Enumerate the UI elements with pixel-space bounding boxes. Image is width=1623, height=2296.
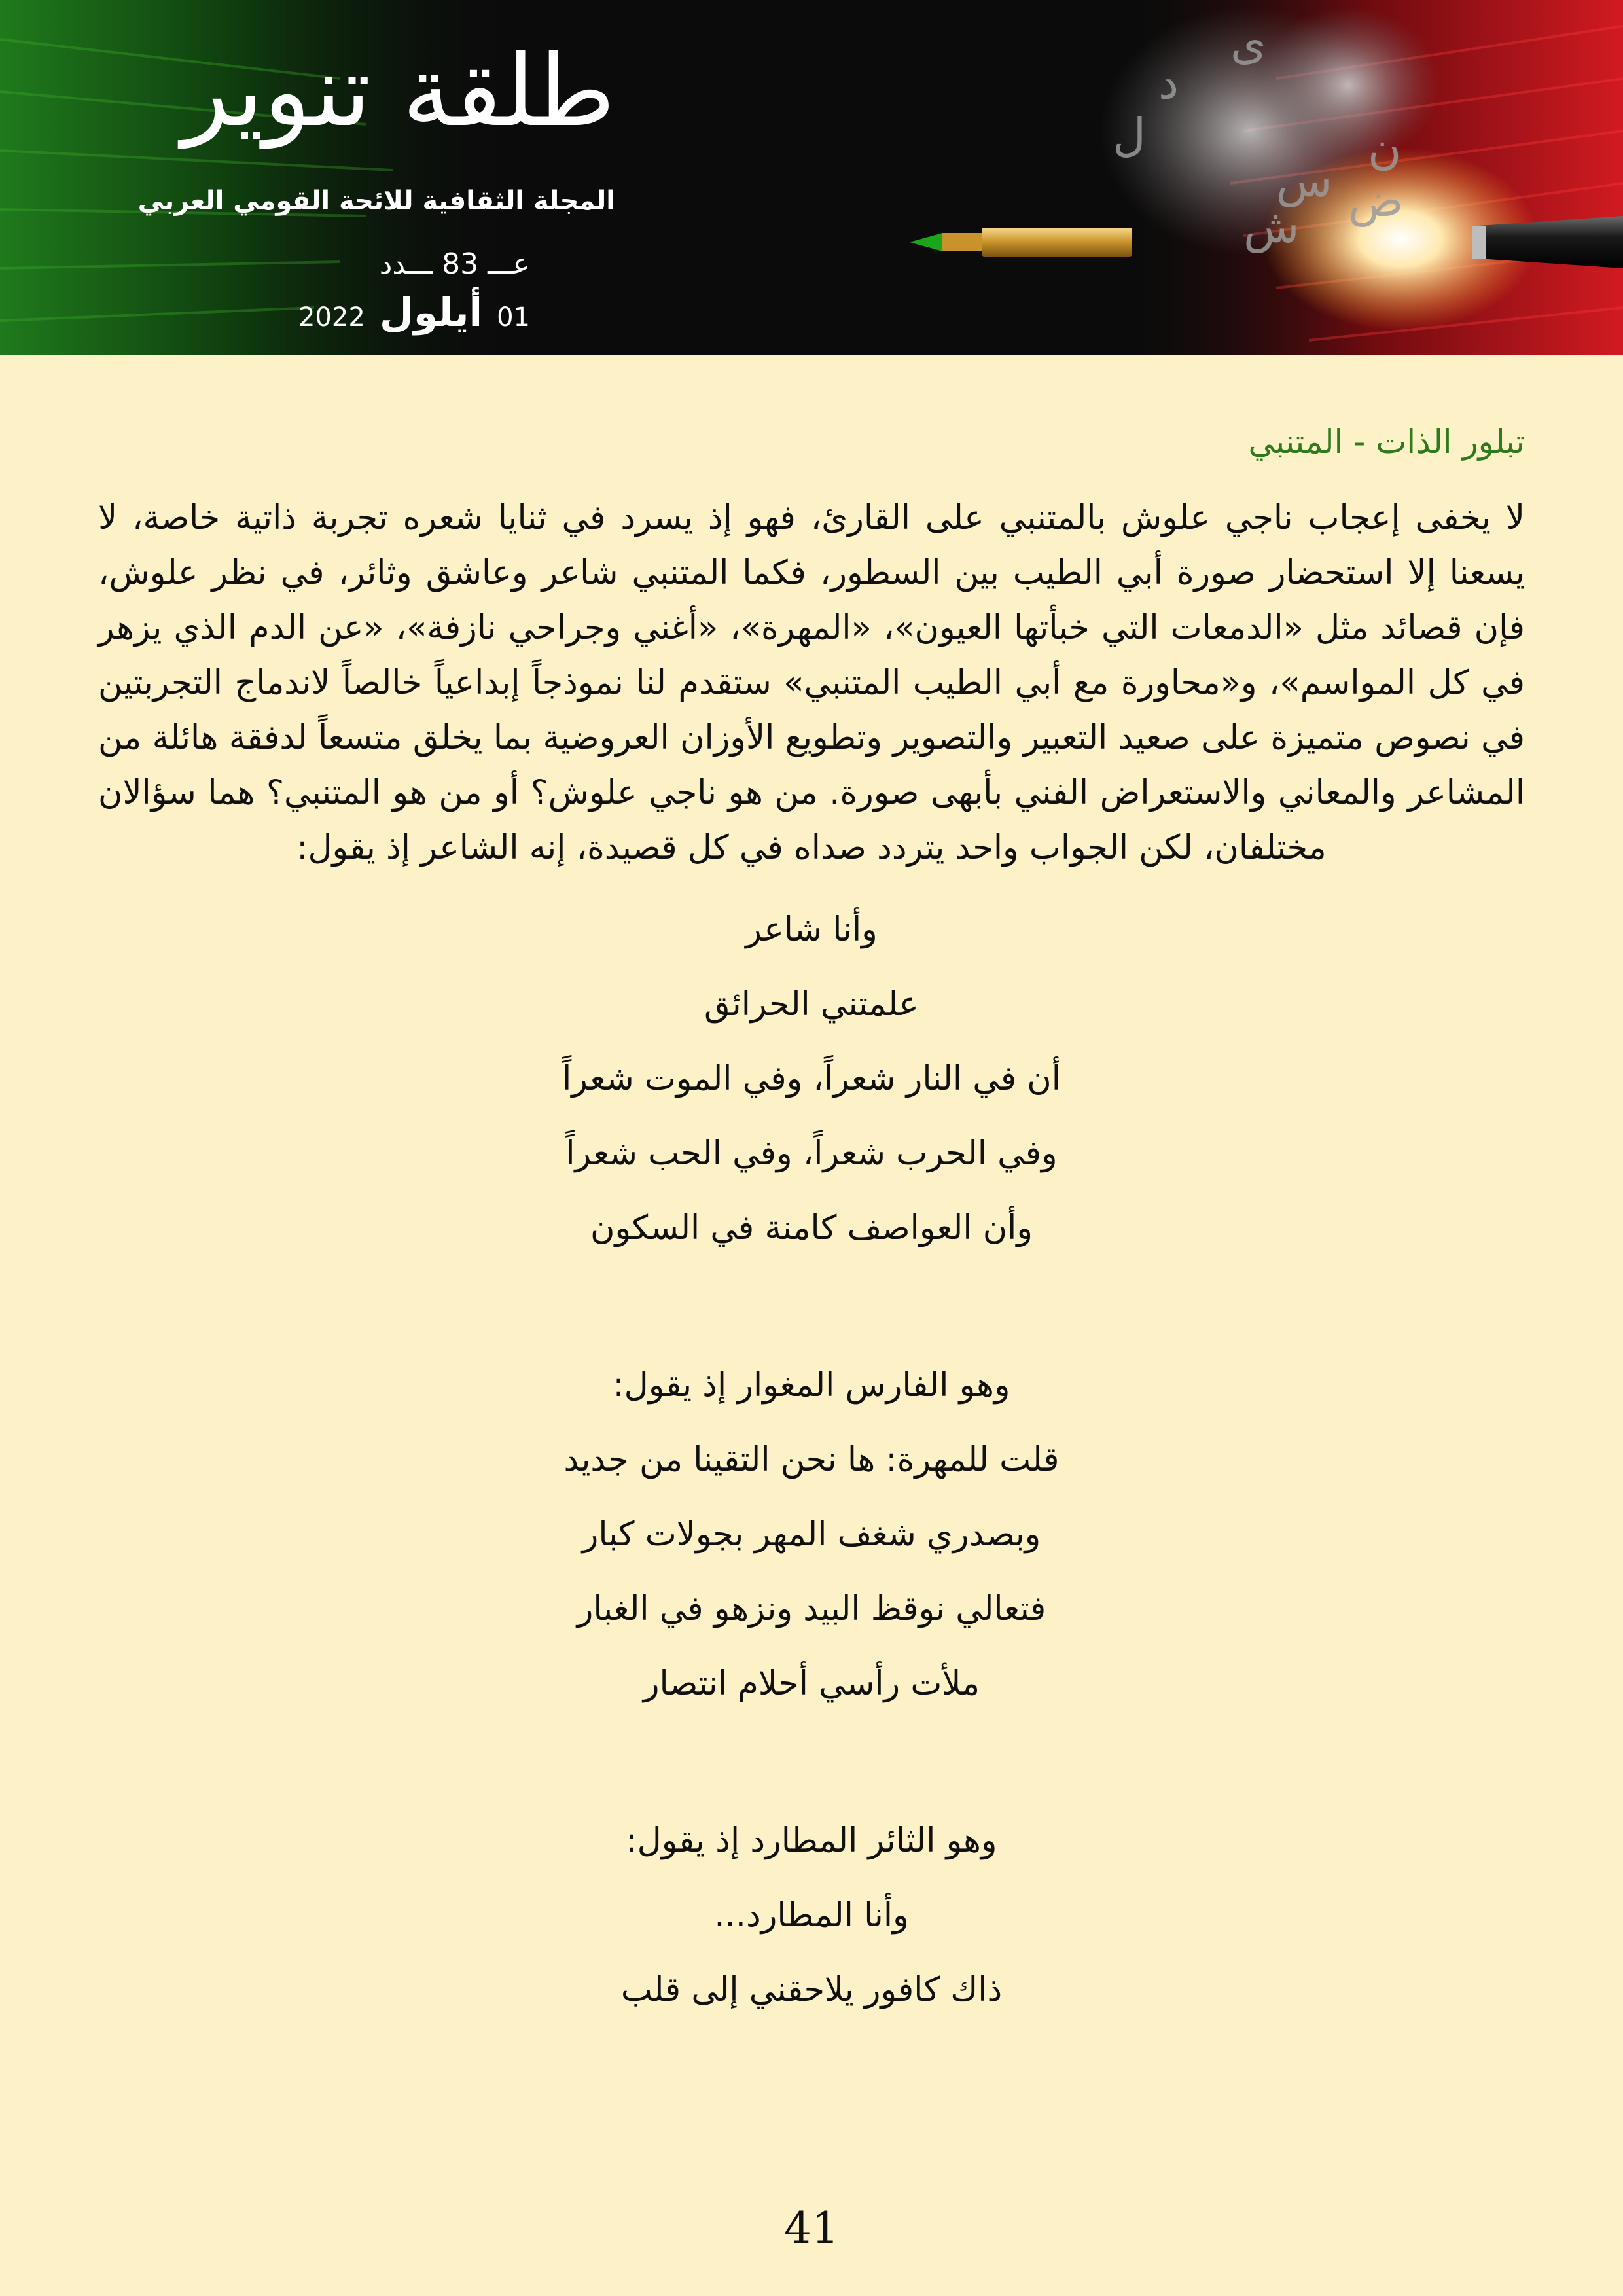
verse-line: أن في النار شعراً، وفي الموت شعراً — [562, 1060, 1061, 1098]
issue-label: عـــ 83 ـــدد — [379, 247, 530, 281]
svg-text:س: س — [1276, 154, 1332, 207]
svg-text:ى: ى — [1230, 16, 1266, 70]
verse-line: وأنا شاعر — [745, 910, 878, 949]
verse-line: قلت للمهرة: ها نحن التقينا من جديد — [563, 1441, 1060, 1479]
intro-paragraph: لا يخفى إعجاب ناجي علوش بالمتنبي على القارئ، فهو إذ يسرد في ثنايا شعره تجربة ذاتية خاصة، لا يسعنا إلا استحضار صورة أبي الطيب بين السطور، فكما المتنبي شاعر وعاشق وثائر، في نظر علوش، فإن قصائد مثل «الدمعات التي خبأتها العيون»، «المهرة»، «أغني وجراحي نازفة»، «عن الدم الذي يزهر في كل المواسم»، و«محاورة مع أبي الطيب المتنبي» ستقدم لنا نموذجاً إبداعياً خالصاً لاندماج التجربتين في نصوص متميزة على صعيد التعبير والتصوير وتطويع الأوزان العروضية بما يخلق متسعاً لدفقة هائلة من المشاعر والمعاني والاستعراض الفني بأبهى صورة. من هو ناجي علوش؟ أو من هو المتنبي؟ هما سؤالان مختلفان، لكن الجواب واحد يتردد صداه في كل قصيدة، إنه الشاعر إذ يقول: — [98, 499, 1525, 867]
svg-text:ن: ن — [1368, 121, 1402, 175]
masthead — [118, 26, 615, 338]
verse-block-3 — [98, 1804, 1525, 2028]
verse-line: ذاك كافور يلاحقني إلى قلب — [620, 1971, 1003, 2009]
issue-date — [118, 292, 615, 338]
magazine-subtitle: المجلة الثقافية للائحة القومي العربي — [137, 186, 615, 216]
verse-line: وأن العواصف كامنة في السكون — [590, 1209, 1033, 1247]
verse-line: وهو الثائر المطارد إذ يقول: — [626, 1821, 997, 1860]
verse-block-2 — [98, 1348, 1525, 1721]
article-body — [98, 419, 1525, 2028]
magazine-title: طلقة تنوير — [181, 35, 615, 149]
verse-line: فتعالي نوقظ البيد ونزهو في الغبار — [577, 1590, 1046, 1628]
verse-line: وهو الفارس المغوار إذ يقول: — [613, 1366, 1010, 1405]
svg-text:ل: ل — [1113, 108, 1146, 162]
date-day: 01 — [497, 302, 530, 332]
svg-text:ض: ض — [1348, 173, 1404, 227]
verse-line: وأنا المطارد... — [714, 1896, 909, 1935]
verse-line: وبصدري شغف المهر بجولات كبار — [582, 1515, 1041, 1554]
verse-block-1 — [98, 893, 1525, 1266]
svg-text:د: د — [1158, 56, 1179, 109]
header-banner — [0, 0, 1623, 355]
issue-number — [118, 245, 615, 284]
section-title: تبلور الذات - المتنبي — [1248, 423, 1525, 461]
date-year: 2022 — [298, 302, 365, 332]
date-month: أيلول — [379, 290, 483, 336]
stanza-gap — [98, 1266, 1525, 1331]
svg-text:ش: ش — [1243, 200, 1300, 253]
verse-line: وفي الحرب شعراً، وفي الحب شعراً — [565, 1134, 1058, 1173]
stanza-gap — [98, 1721, 1525, 1787]
page-number: 41 — [784, 2203, 839, 2253]
verse-line: ملأت رأسي أحلام انتصار — [643, 1664, 980, 1703]
verse-line: علمتني الحرائق — [704, 985, 919, 1024]
